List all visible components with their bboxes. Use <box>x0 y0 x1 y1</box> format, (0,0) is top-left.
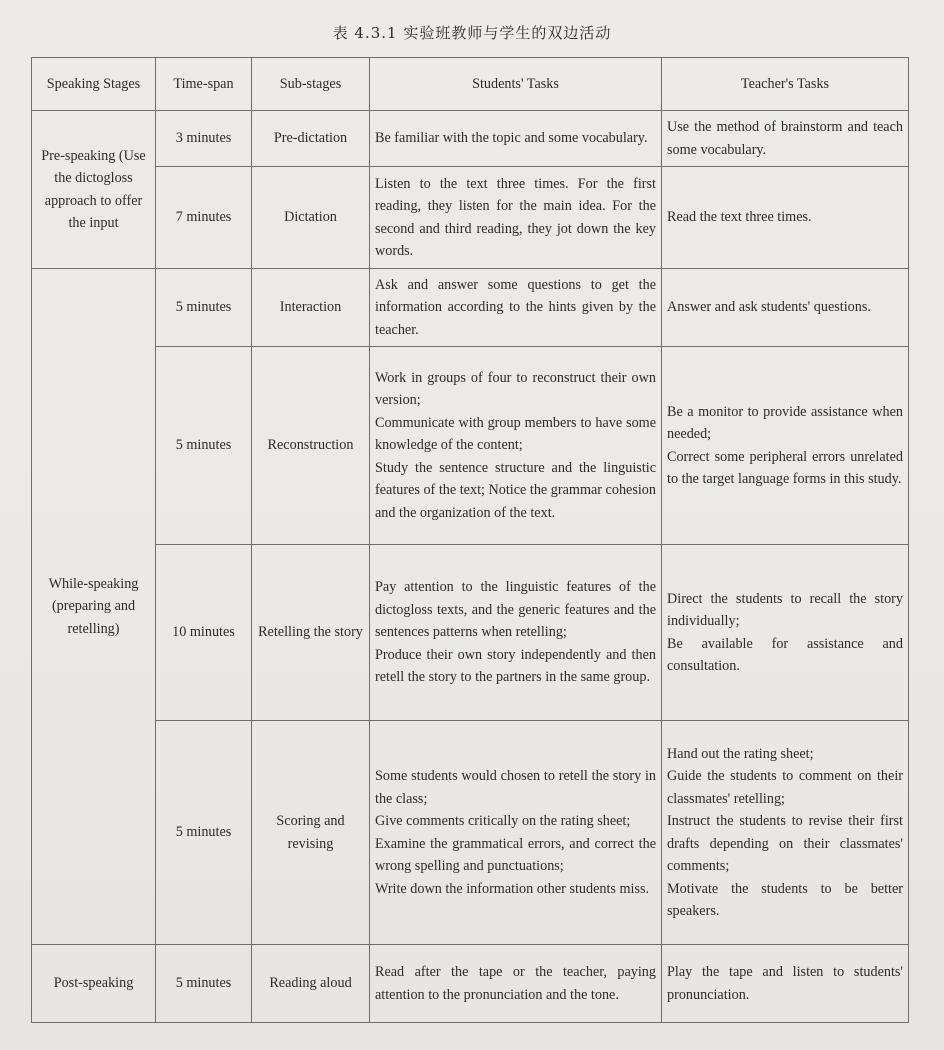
task-line: Guide the students to comment on their classmates' retelling; <box>667 768 903 807</box>
task-line: Direct the students to recall the story individually; <box>667 590 903 629</box>
time-span-cell: 5 minutes <box>156 721 252 945</box>
sub-stage-cell: Pre-dictation <box>252 111 370 167</box>
header-sub-stages: Sub-stages <box>252 58 370 111</box>
time-span-cell: 5 minutes <box>156 347 252 545</box>
task-line: Some students would chosen to retell the story in the class; <box>375 768 656 807</box>
table-row <box>32 269 909 347</box>
task-line: Motivate the students to be better speakers. <box>667 880 903 919</box>
task-line: Correct some peripheral errors unrelated to the target language forms in this study. <box>667 448 903 487</box>
table-caption: 表 4.3.1 实验班教师与学生的双边活动 <box>332 24 612 42</box>
table-row <box>32 111 909 167</box>
teacher-task-cell <box>662 111 909 167</box>
activities-table <box>31 57 909 1023</box>
teacher-task-cell <box>662 721 909 945</box>
task-line: Answer and ask students' questions. <box>667 299 871 316</box>
time-span-cell: 10 minutes <box>156 545 252 721</box>
table-row <box>32 545 909 721</box>
task-line: Listen to the text three times. For the first reading, they listen for the main idea. For the second and third reading, they jot down the key words. <box>375 175 656 259</box>
time-span-cell: 7 minutes <box>156 167 252 269</box>
task-line: Read the text three times. <box>667 209 812 226</box>
task-line: Study the sentence structure and the linguistic features of the text; Notice the grammar cohesion and the organization of the text. <box>375 459 656 521</box>
task-line: Ask and answer some questions to get the information according to the hints given by the teacher. <box>375 276 656 338</box>
task-line: Use the method of brainstorm and teach some vocabulary. <box>667 119 903 158</box>
time-span-cell: 5 minutes <box>156 945 252 1023</box>
sub-stage-cell: Retelling the story <box>252 545 370 721</box>
teacher-task-cell <box>662 545 909 721</box>
task-line: Write down the information other students miss. <box>375 880 650 897</box>
teacher-task-cell <box>662 269 909 347</box>
table-row <box>32 167 909 269</box>
header-time-span: Time-span <box>156 58 252 111</box>
task-line: Be a monitor to provide assistance when needed; <box>667 403 903 442</box>
stage-post-speaking: Post-speaking <box>32 945 156 1023</box>
sub-stage-cell: Reconstruction <box>252 347 370 545</box>
students-task-cell <box>370 347 662 545</box>
header-teachers-tasks: Teacher's Tasks <box>662 58 909 111</box>
sub-stage-cell: Reading aloud <box>252 945 370 1023</box>
task-line: Read after the tape or the teacher, paying attention to the pronunciation and the tone. <box>375 964 656 1003</box>
task-line: Pay attention to the linguistic features of the dictogloss texts, and the generic features and the sentences patterns when retelling; <box>375 579 656 641</box>
students-task-cell <box>370 167 662 269</box>
task-line: Work in groups of four to reconstruct their own version; <box>375 369 656 409</box>
task-line: Play the tape and listen to students' pronunciation. <box>667 964 903 1003</box>
task-line: Hand out the rating sheet; <box>667 745 814 762</box>
time-span-cell: 3 minutes <box>156 111 252 167</box>
task-line: Examine the grammatical errors, and correct the wrong spelling and punctuations; <box>375 835 656 874</box>
sub-stage-cell: Interaction <box>252 269 370 347</box>
stage-while-speaking: While-speaking (preparing and retelling) <box>32 269 156 945</box>
teacher-task-cell <box>662 167 909 269</box>
task-line: Produce their own story independently and then retell the story to the partners in the same group. <box>375 646 656 686</box>
task-line: Be available for assistance and consultation. <box>667 635 903 674</box>
table-row <box>32 347 909 545</box>
students-task-cell <box>370 545 662 721</box>
task-line: Give comments critically on the rating sheet; <box>375 813 631 829</box>
table-row <box>32 721 909 945</box>
teacher-task-cell <box>662 347 909 545</box>
students-task-cell <box>370 269 662 347</box>
sub-stage-cell: Dictation <box>252 167 370 269</box>
students-task-cell <box>370 945 662 1023</box>
task-line: Be familiar with the topic and some vocabulary. <box>375 130 648 147</box>
table-row <box>32 945 909 1023</box>
students-task-cell <box>370 721 662 945</box>
sub-stage-cell: Scoring and revising <box>252 721 370 945</box>
header-students-tasks: Students' Tasks <box>370 58 662 111</box>
task-line: Instruct the students to revise their first drafts depending on their classmates' comments; <box>667 813 903 874</box>
header-speaking-stages: Speaking Stages <box>32 58 156 111</box>
stage-pre-speaking: Pre-speaking (Use the dictogloss approach to offer the input <box>32 111 156 269</box>
task-line: Communicate with group members to have some knowledge of the content; <box>375 414 656 454</box>
time-span-cell: 5 minutes <box>156 269 252 347</box>
teacher-task-cell <box>662 945 909 1023</box>
students-task-cell <box>370 111 662 167</box>
header-row <box>32 58 909 111</box>
